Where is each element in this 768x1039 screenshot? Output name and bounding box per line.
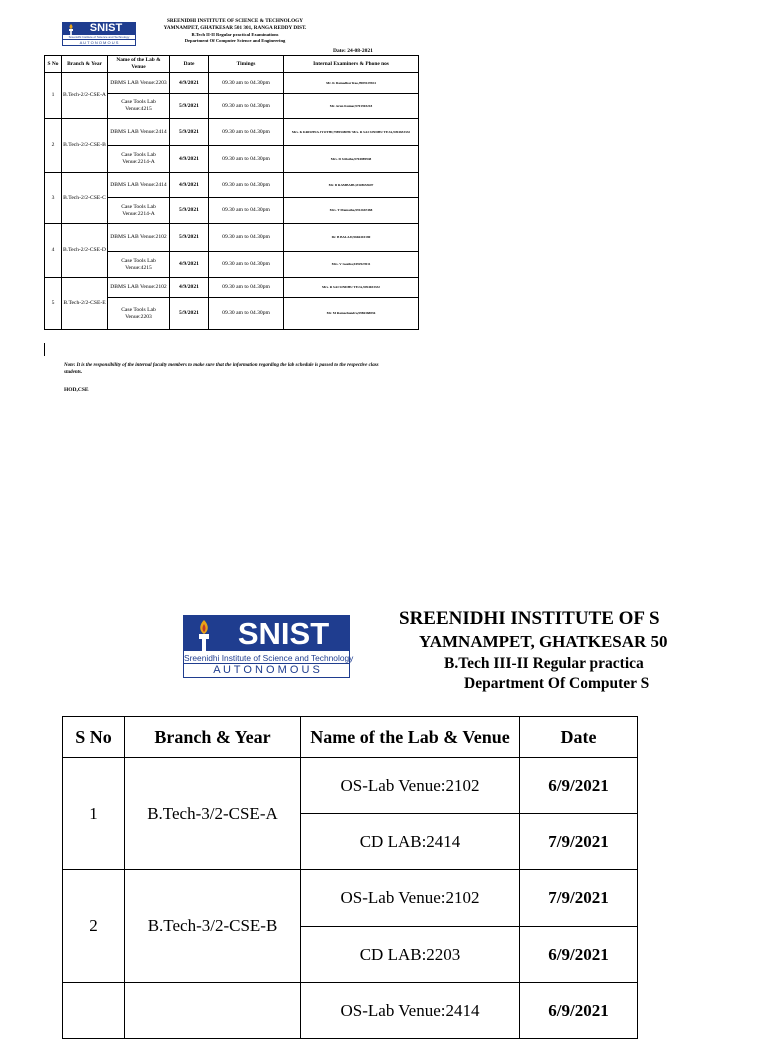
examiners-cell: Mrs. T Mamatha,9912667488 xyxy=(284,198,419,224)
lab-cell: DBMS LAB Venue:2414 xyxy=(108,173,170,198)
examiners-cell: Mrs. K KRISHNA JYOTHI,7989548099/ Mrs. R SAI SINDHU TEJA,9494653332 xyxy=(284,119,419,146)
date-cell: 4/9/2021 xyxy=(170,173,209,198)
date-cell: 6/9/2021 xyxy=(520,927,638,983)
header-sno: S No xyxy=(63,717,125,758)
examiners-cell: Mr. K Damodhar Rao,9989129924 xyxy=(284,73,419,94)
header-date: Date xyxy=(520,717,638,758)
date-cell: 7/9/2021 xyxy=(520,870,638,927)
table-row xyxy=(63,870,638,927)
logo-brand: SNIST xyxy=(237,616,330,651)
timings-cell: 09.30 am to 04.30pm xyxy=(209,173,284,198)
header-branch: Branch & Year xyxy=(125,717,301,758)
header-branch: Branch & Year xyxy=(62,56,108,73)
header-lab: Name of the Lab & Venue xyxy=(108,56,170,73)
logo-brand: SNIST xyxy=(89,22,123,34)
date-cell: 5/9/2021 xyxy=(170,198,209,224)
logo-subtitle: Sreenidhi Institute of Science and Technology xyxy=(184,653,354,663)
sno-cell: 5 xyxy=(45,278,62,330)
lab-cell: Case Tools Lab Venue:2214-A xyxy=(108,198,170,224)
sno-cell: 1 xyxy=(63,758,125,870)
exam-title: B.Tech II-II Regular practical Examinations xyxy=(191,32,279,38)
sno-cell: 2 xyxy=(63,870,125,983)
date-cell: 4/9/2021 xyxy=(170,278,209,298)
examiners-cell: Mr. M Ramachandra,9986368836 xyxy=(284,298,419,330)
lab-cell: CD LAB:2203 xyxy=(301,927,520,983)
lab-cell: Case Tools Lab Venue:4215 xyxy=(108,94,170,119)
header-date: Date xyxy=(170,56,209,73)
date-cell: 6/9/2021 xyxy=(520,983,638,1039)
timings-cell: 09.30 am to 04.30pm xyxy=(209,224,284,252)
timings-cell: 09.30 am to 04.30pm xyxy=(209,94,284,119)
examiners-cell: Mrs. V Geetha,9492923911 xyxy=(284,252,419,278)
lab-cell: OS-Lab Venue:2102 xyxy=(301,870,520,927)
doc2-schedule-table xyxy=(62,716,638,1039)
examiners-cell: Dr. B BALAJI,9666410180 xyxy=(284,224,419,252)
timings-cell: 09.30 am to 04.30pm xyxy=(209,119,284,146)
timings-cell: 09.30 am to 04.30pm xyxy=(209,298,284,330)
table-row xyxy=(63,983,638,1039)
institute-address: YAMNAMPET, GHATKESAR 501 301, RANGA REDDY DIST. xyxy=(163,25,307,32)
branch-cell: B.Tech-2/2-CSE-B xyxy=(62,119,108,173)
examiners-cell: Mr. Arun Kumar,9701903218 xyxy=(284,94,419,119)
date-cell: 4/9/2021 xyxy=(170,73,209,94)
institute-name: SREENIDHI INSTITUTE OF S xyxy=(399,608,660,629)
header-timings: Timings xyxy=(209,56,284,73)
institute-address: YAMNAMPET, GHATKESAR 50 xyxy=(419,632,668,651)
lab-cell: DBMS LAB Venue:2414 xyxy=(108,119,170,146)
timings-cell: 09.30 am to 04.30pm xyxy=(209,278,284,298)
date-cell: 4/9/2021 xyxy=(170,146,209,173)
lab-cell: DBMS LAB Venue:2203 xyxy=(108,73,170,94)
examiners-cell: Mr. D RAMBABU,8328653607 xyxy=(284,173,419,198)
timings-cell: 09.30 am to 04.30pm xyxy=(209,198,284,224)
sno-cell: 2 xyxy=(45,119,62,173)
logo-autonomous: A U T O N O M O U S xyxy=(183,663,350,678)
header-examiners: Internal Examiners & Phone nos xyxy=(284,56,419,73)
department-name: Department Of Computer Science and Engineering xyxy=(184,38,286,44)
date-cell: 4/9/2021 xyxy=(170,252,209,278)
date-cell: 5/9/2021 xyxy=(170,94,209,119)
sno-cell: 3 xyxy=(45,173,62,224)
lab-cell: DBMS LAB Venue:2102 xyxy=(108,224,170,252)
branch-cell: B.Tech-3/2-CSE-B xyxy=(125,870,301,983)
document-date: Date: 24-08-2021 xyxy=(333,48,373,54)
sno-cell xyxy=(63,983,125,1039)
lab-cell: DBMS LAB Venue:2102 xyxy=(108,278,170,298)
lab-cell: CD LAB:2414 xyxy=(301,814,520,870)
examiners-cell: Mrs. D Srilatha,9704889948 xyxy=(284,146,419,173)
date-cell: 5/9/2021 xyxy=(170,119,209,146)
date-cell: 5/9/2021 xyxy=(170,298,209,330)
timings-cell: 09.30 am to 04.30pm xyxy=(209,252,284,278)
branch-cell: B.Tech-2/2-CSE-D xyxy=(62,224,108,278)
date-cell: 7/9/2021 xyxy=(520,814,638,870)
department-name: Department Of Computer S xyxy=(464,675,650,692)
signoff: HOD,CSE xyxy=(64,387,89,393)
table-row xyxy=(63,758,638,814)
table-header-row xyxy=(63,717,638,758)
exam-title: B.Tech III-II Regular practica xyxy=(444,655,644,672)
responsibility-note: Note: It is the responsibility of the internal faculty members to make sure that the information regarding the lab schedule is passed to the respective class students. xyxy=(64,363,379,375)
date-cell: 5/9/2021 xyxy=(170,224,209,252)
examiners-cell: Mrs. R SAI SINDHU TEJA,9494653332 xyxy=(284,278,419,298)
timings-cell: 09.30 am to 04.30pm xyxy=(209,73,284,94)
doc2-header xyxy=(380,606,700,694)
lab-cell: OS-Lab Venue:2102 xyxy=(301,758,520,814)
lab-cell: Case Tools Lab Venue:2203 xyxy=(108,298,170,330)
sno-cell: 1 xyxy=(45,73,62,119)
branch-cell: B.Tech-2/2-CSE-C xyxy=(62,173,108,224)
sno-cell: 4 xyxy=(45,224,62,278)
branch-cell: B.Tech-2/2-CSE-E xyxy=(62,278,108,330)
logo-autonomous: A U T O N O M O U S xyxy=(62,39,136,46)
date-cell: 6/9/2021 xyxy=(520,758,638,814)
lab-cell: Case Tools Lab Venue:2214-A xyxy=(108,146,170,173)
lab-cell: OS-Lab Venue:2414 xyxy=(301,983,520,1039)
branch-cell: B.Tech-3/2-CSE-A xyxy=(125,758,301,870)
branch-cell: B.Tech-2/2-CSE-A xyxy=(62,73,108,119)
logo-subtitle: Sreenidhi Institute of Science and Technology xyxy=(62,35,136,40)
header-lab: Name of the Lab & Venue xyxy=(301,717,520,758)
header-sno: S No xyxy=(45,56,62,73)
institute-name: SREENIDHI INSTITUTE OF SCIENCE & TECHNOLOGY xyxy=(167,18,303,24)
timings-cell: 09.30 am to 04.30pm xyxy=(209,146,284,173)
lab-cell: Case Tools Lab Venue:4215 xyxy=(108,252,170,278)
branch-cell xyxy=(125,983,301,1039)
